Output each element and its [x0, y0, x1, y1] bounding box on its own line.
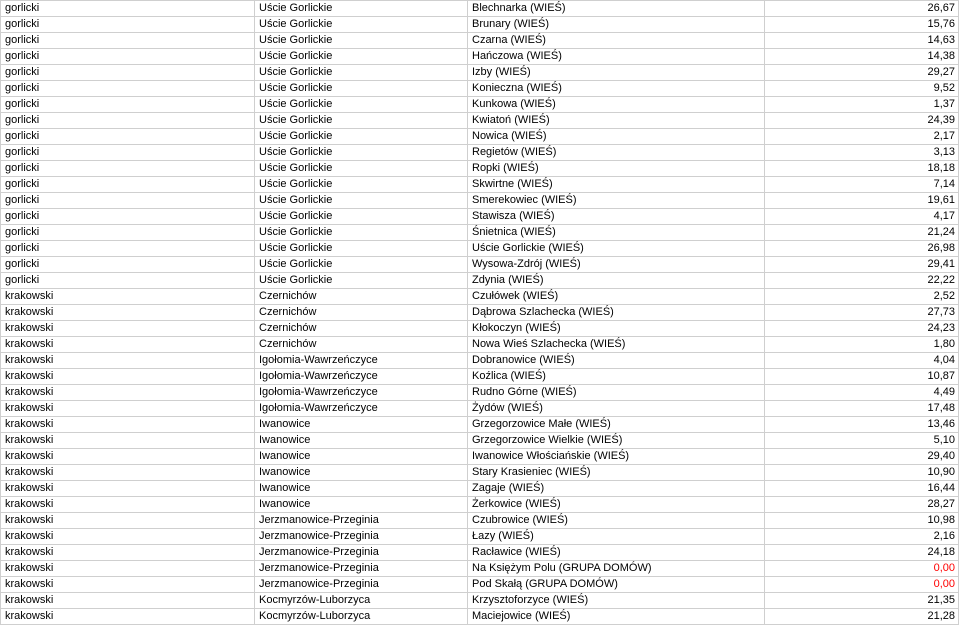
value-cell: 4,49	[765, 385, 959, 401]
powiat-cell: krakowski	[1, 465, 255, 481]
gmina-cell: Czernichów	[255, 321, 468, 337]
table-row	[1, 593, 959, 609]
gmina-cell: Iwanowice	[255, 433, 468, 449]
value-cell: 21,35	[765, 593, 959, 609]
powiat-cell: krakowski	[1, 305, 255, 321]
value-cell: 24,18	[765, 545, 959, 561]
table-row	[1, 273, 959, 289]
value-cell: 14,63	[765, 33, 959, 49]
table-row	[1, 193, 959, 209]
powiat-cell: gorlicki	[1, 177, 255, 193]
value-cell: 7,14	[765, 177, 959, 193]
value-cell: 21,28	[765, 609, 959, 625]
powiat-cell: krakowski	[1, 289, 255, 305]
value-cell: 27,73	[765, 305, 959, 321]
gmina-cell: Czernichów	[255, 305, 468, 321]
value-cell: 29,27	[765, 65, 959, 81]
value-cell: 24,23	[765, 321, 959, 337]
gmina-cell: Uście Gorlickie	[255, 177, 468, 193]
value-cell: 16,44	[765, 481, 959, 497]
gmina-cell: Iwanowice	[255, 449, 468, 465]
gmina-cell: Czernichów	[255, 289, 468, 305]
powiat-cell: krakowski	[1, 385, 255, 401]
table-row	[1, 97, 959, 113]
gmina-cell: Igołomia-Wawrzeńczyce	[255, 401, 468, 417]
gmina-cell: Uście Gorlickie	[255, 193, 468, 209]
table-row	[1, 65, 959, 81]
locality-cell: Smerekowiec (WIEŚ)	[468, 193, 765, 209]
locality-cell: Izby (WIEŚ)	[468, 65, 765, 81]
powiat-cell: gorlicki	[1, 225, 255, 241]
powiat-cell: gorlicki	[1, 161, 255, 177]
gmina-cell: Iwanowice	[255, 417, 468, 433]
gmina-cell: Iwanowice	[255, 465, 468, 481]
value-cell: 9,52	[765, 81, 959, 97]
locality-cell: Stary Krasieniec (WIEŚ)	[468, 465, 765, 481]
gmina-cell: Uście Gorlickie	[255, 145, 468, 161]
gmina-cell: Uście Gorlickie	[255, 33, 468, 49]
table-row	[1, 481, 959, 497]
powiat-cell: krakowski	[1, 481, 255, 497]
locality-cell: Pod Skałą (GRUPA DOMÓW)	[468, 577, 765, 593]
powiat-cell: gorlicki	[1, 113, 255, 129]
gmina-cell: Jerzmanowice-Przeginia	[255, 529, 468, 545]
value-cell: 4,04	[765, 353, 959, 369]
value-cell: 10,98	[765, 513, 959, 529]
table-row	[1, 289, 959, 305]
table-row	[1, 545, 959, 561]
value-cell: 28,27	[765, 497, 959, 513]
table-row	[1, 401, 959, 417]
powiat-cell: gorlicki	[1, 241, 255, 257]
locality-cell: Stawisza (WIEŚ)	[468, 209, 765, 225]
locality-cell: Krzysztoforzyce (WIEŚ)	[468, 593, 765, 609]
powiat-cell: krakowski	[1, 337, 255, 353]
value-cell: 13,46	[765, 417, 959, 433]
gmina-cell: Uście Gorlickie	[255, 17, 468, 33]
locality-cell: Żerkowice (WIEŚ)	[468, 497, 765, 513]
value-cell: 1,37	[765, 97, 959, 113]
table-row	[1, 161, 959, 177]
powiat-cell: krakowski	[1, 513, 255, 529]
table-row	[1, 577, 959, 593]
powiat-cell: krakowski	[1, 529, 255, 545]
table-row	[1, 449, 959, 465]
locality-cell: Śnietnica (WIEŚ)	[468, 225, 765, 241]
locality-cell: Grzegorzowice Małe (WIEŚ)	[468, 417, 765, 433]
locality-cell: Kłokoczyn (WIEŚ)	[468, 321, 765, 337]
gmina-cell: Igołomia-Wawrzeńczyce	[255, 353, 468, 369]
value-cell: 1,80	[765, 337, 959, 353]
table-row	[1, 225, 959, 241]
powiat-cell: krakowski	[1, 401, 255, 417]
table-row	[1, 1, 959, 17]
powiat-cell: krakowski	[1, 593, 255, 609]
table-row	[1, 497, 959, 513]
locality-cell: Hańczowa (WIEŚ)	[468, 49, 765, 65]
gmina-cell: Uście Gorlickie	[255, 273, 468, 289]
gmina-cell: Uście Gorlickie	[255, 1, 468, 17]
locality-cell: Żydów (WIEŚ)	[468, 401, 765, 417]
table-row	[1, 609, 959, 625]
powiat-cell: gorlicki	[1, 17, 255, 33]
table-row	[1, 433, 959, 449]
table-row	[1, 177, 959, 193]
value-cell: 15,76	[765, 17, 959, 33]
powiat-cell: gorlicki	[1, 97, 255, 113]
powiat-cell: krakowski	[1, 609, 255, 625]
gmina-cell: Jerzmanowice-Przeginia	[255, 561, 468, 577]
gmina-cell: Uście Gorlickie	[255, 257, 468, 273]
powiat-cell: krakowski	[1, 353, 255, 369]
value-cell: 14,38	[765, 49, 959, 65]
powiat-cell: krakowski	[1, 497, 255, 513]
locality-cell: Dąbrowa Szlachecka (WIEŚ)	[468, 305, 765, 321]
locality-cell: Blechnarka (WIEŚ)	[468, 1, 765, 17]
gmina-cell: Jerzmanowice-Przeginia	[255, 577, 468, 593]
powiat-cell: gorlicki	[1, 209, 255, 225]
table-row	[1, 385, 959, 401]
gmina-cell: Uście Gorlickie	[255, 97, 468, 113]
gmina-cell: Uście Gorlickie	[255, 49, 468, 65]
table-row	[1, 529, 959, 545]
locality-cell: Zagaje (WIEŚ)	[468, 481, 765, 497]
locality-cell: Rudno Górne (WIEŚ)	[468, 385, 765, 401]
locality-cell: Zdynia (WIEŚ)	[468, 273, 765, 289]
locality-cell: Na Księżym Polu (GRUPA DOMÓW)	[468, 561, 765, 577]
value-cell: 17,48	[765, 401, 959, 417]
powiat-cell: gorlicki	[1, 65, 255, 81]
powiat-cell: krakowski	[1, 321, 255, 337]
locality-cell: Czarna (WIEŚ)	[468, 33, 765, 49]
locality-cell: Czubrowice (WIEŚ)	[468, 513, 765, 529]
locality-cell: Dobranowice (WIEŚ)	[468, 353, 765, 369]
gmina-cell: Uście Gorlickie	[255, 129, 468, 145]
locality-cell: Nowa Wieś Szlachecka (WIEŚ)	[468, 337, 765, 353]
gmina-cell: Uście Gorlickie	[255, 65, 468, 81]
locality-cell: Kunkowa (WIEŚ)	[468, 97, 765, 113]
powiat-cell: krakowski	[1, 577, 255, 593]
table-row	[1, 353, 959, 369]
locality-cell: Koźlica (WIEŚ)	[468, 369, 765, 385]
locality-cell: Grzegorzowice Wielkie (WIEŚ)	[468, 433, 765, 449]
table-row	[1, 33, 959, 49]
table-row	[1, 241, 959, 257]
locality-cell: Łazy (WIEŚ)	[468, 529, 765, 545]
value-cell: 2,17	[765, 129, 959, 145]
powiat-cell: gorlicki	[1, 81, 255, 97]
table-row	[1, 465, 959, 481]
powiat-cell: krakowski	[1, 433, 255, 449]
gmina-cell: Igołomia-Wawrzeńczyce	[255, 369, 468, 385]
value-cell: 26,98	[765, 241, 959, 257]
value-cell: 18,18	[765, 161, 959, 177]
table-row	[1, 561, 959, 577]
powiat-cell: gorlicki	[1, 1, 255, 17]
table-row	[1, 337, 959, 353]
table-body	[1, 1, 959, 625]
value-cell: 5,10	[765, 433, 959, 449]
locality-cell: Brunary (WIEŚ)	[468, 17, 765, 33]
locality-cell: Iwanowice Włościańskie (WIEŚ)	[468, 449, 765, 465]
powiat-cell: krakowski	[1, 545, 255, 561]
gmina-cell: Jerzmanowice-Przeginia	[255, 545, 468, 561]
gmina-cell: Uście Gorlickie	[255, 161, 468, 177]
powiat-cell: gorlicki	[1, 273, 255, 289]
locality-cell: Skwirtne (WIEŚ)	[468, 177, 765, 193]
locality-cell: Ropki (WIEŚ)	[468, 161, 765, 177]
gmina-cell: Kocmyrzów-Luborzyca	[255, 593, 468, 609]
gmina-cell: Czernichów	[255, 337, 468, 353]
powiat-cell: gorlicki	[1, 49, 255, 65]
gmina-cell: Igołomia-Wawrzeńczyce	[255, 385, 468, 401]
table-row	[1, 417, 959, 433]
value-cell: 29,40	[765, 449, 959, 465]
table-row	[1, 145, 959, 161]
locality-cell: Maciejowice (WIEŚ)	[468, 609, 765, 625]
powiat-cell: krakowski	[1, 417, 255, 433]
gmina-cell: Kocmyrzów-Luborzyca	[255, 609, 468, 625]
gmina-cell: Uście Gorlickie	[255, 113, 468, 129]
table-row	[1, 369, 959, 385]
locality-cell: Regietów (WIEŚ)	[468, 145, 765, 161]
value-cell: 2,16	[765, 529, 959, 545]
table-row	[1, 81, 959, 97]
powiat-cell: krakowski	[1, 449, 255, 465]
locality-cell: Kwiatoń (WIEŚ)	[468, 113, 765, 129]
locality-cell: Konieczna (WIEŚ)	[468, 81, 765, 97]
value-cell: 0,00	[765, 577, 959, 593]
locality-cell: Nowica (WIEŚ)	[468, 129, 765, 145]
powiat-cell: krakowski	[1, 561, 255, 577]
table-row	[1, 513, 959, 529]
locality-cell: Racławice (WIEŚ)	[468, 545, 765, 561]
value-cell: 2,52	[765, 289, 959, 305]
table-row	[1, 113, 959, 129]
value-cell: 21,24	[765, 225, 959, 241]
powiat-cell: gorlicki	[1, 193, 255, 209]
table-row	[1, 209, 959, 225]
value-cell: 10,90	[765, 465, 959, 481]
table-row	[1, 17, 959, 33]
table-row	[1, 49, 959, 65]
table-row	[1, 257, 959, 273]
value-cell: 29,41	[765, 257, 959, 273]
powiat-cell: gorlicki	[1, 257, 255, 273]
powiat-cell: gorlicki	[1, 129, 255, 145]
locality-cell: Uście Gorlickie (WIEŚ)	[468, 241, 765, 257]
value-cell: 19,61	[765, 193, 959, 209]
value-cell: 24,39	[765, 113, 959, 129]
table-row	[1, 305, 959, 321]
powiat-cell: krakowski	[1, 369, 255, 385]
locality-cell: Czułówek (WIEŚ)	[468, 289, 765, 305]
table-row	[1, 129, 959, 145]
gmina-cell: Uście Gorlickie	[255, 209, 468, 225]
gmina-cell: Iwanowice	[255, 481, 468, 497]
value-cell: 26,67	[765, 1, 959, 17]
value-cell: 0,00	[765, 561, 959, 577]
gmina-cell: Uście Gorlickie	[255, 225, 468, 241]
value-cell: 3,13	[765, 145, 959, 161]
powiat-cell: gorlicki	[1, 33, 255, 49]
value-cell: 10,87	[765, 369, 959, 385]
gmina-cell: Uście Gorlickie	[255, 241, 468, 257]
value-cell: 4,17	[765, 209, 959, 225]
value-cell: 22,22	[765, 273, 959, 289]
locality-cell: Wysowa-Zdrój (WIEŚ)	[468, 257, 765, 273]
gmina-cell: Uście Gorlickie	[255, 81, 468, 97]
gmina-cell: Iwanowice	[255, 497, 468, 513]
gmina-cell: Jerzmanowice-Przeginia	[255, 513, 468, 529]
powiat-cell: gorlicki	[1, 145, 255, 161]
table-row	[1, 321, 959, 337]
